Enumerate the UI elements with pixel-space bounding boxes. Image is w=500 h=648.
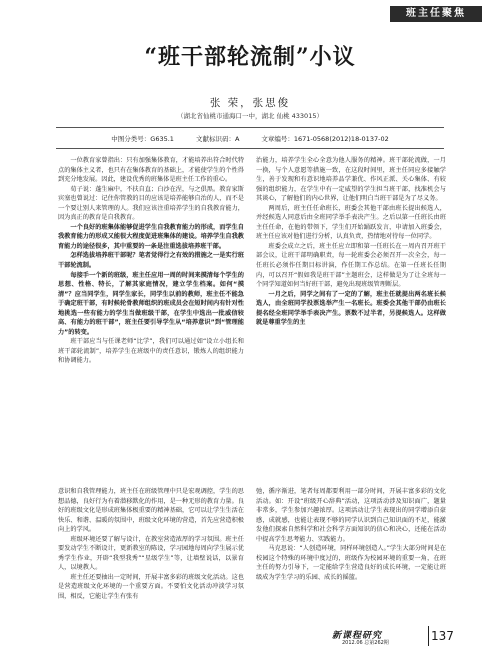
page-footer [318,628,454,646]
paragraph: 一位教育家曾指出：只有加强集体教育，才能培养出符合时代特点的集体主义者，也只有在集体教育的基础上，才能使学生的个性得到充分地发展。因此，建设优秀的班集体是班主任工作的重心。 [58,157,244,184]
document-code: 文献标识码：A [195,135,240,143]
page-number: 137 [431,629,454,643]
affiliation: （湖北省仙桃市通海口一中，湖北 仙桃 433015） [177,112,323,120]
article-title: “班干部轮流制”小议 [144,44,356,70]
paragraph: 两周后，班主任任命班长，班委会其他干部由班长提出候选人，并经候选人同意后由全班同学举手表决产生。之后以第一任班长由班主任任命，在他的带领下，学生们开始踊跃发言，申请加入班委会，班主任应该对他们进行分析，认真负责，热情地对待每一位同学。 [256,204,446,241]
body-column-right-bottom [256,487,446,615]
paragraph: 班委会成立之后，班主任应立即和第一任班长在一周内召开班干部会议，让班干部明确职责，每一轮班委会必须召开一次全会，每一任班长必须作任期目标讲演，作任期工作总结。在第一任班长任期内，可以召开“假如我是班干部”主题班会，这样做是为了让全班每一个同学知道如何当好班干部，避免出现班级管理断层。 [256,242,446,289]
paragraph: 治能力，培养学生全心全意为他人服务的精神。班干部轮流做，一月一换，与个人意愿等措施一致，在这段时间里，班主任同应多接触学生，善于发现和有意识地培养品学兼优、作风正派、关心集体、有较强的组织能力，在学生中有一定威望的学生担当班干部，找准机会与其谈心，了解他们的内心世界，让他们明白当班干部是为了尽义务。 [256,157,446,203]
paragraph: 每接手一个新的班级，班主任应用一周的时间来摸清每个学生的思想、性格、特长，了解其家庭情况，建立学生档案。如何“摸清”？应当同学生，同学生家长，同学生以前的教师，班主任不能急于确定班干部，有时候轮骨教师组织的班成员会在短时间内有针对性地挑选一些有能力的学生当做班级干部，在学生中选出一批威信较高、有能力的班干部”，班主任要引导学生从“培养意识”到“管理能力”的转变。 [58,271,244,336]
meta-bottom-rule [56,148,444,149]
journal-name: 新课程研究 [332,631,383,641]
paragraph: 马克思说：“人创造环境，同样环境创造人。”学生大部分时间是在校园这个特殊的环境中度过的，班级作为校园环境的重要一角，在班主任的努力引导下，一定能给学生营造良好的成长环境，一定能让班级成为学生学习的乐园、成长的摇篮。 [256,545,446,581]
article-number: 文章编号：1671-0568(2012)18-0137-02 [261,135,389,143]
issue-info: 2012.06 总第262期 [342,640,389,646]
paragraph: 怎样选拔培养班干部呢？笔者觉得行之有效的措施之一是实行班干部轮流制。 [58,252,244,270]
page-number-divider [428,626,429,646]
paragraph: 一个良好的班集体能够促进学生自我教育能力的形成，而学生自我教育能力的形成又能很大程度促进班集体的建设。培养学生自我教育能力的途径很多，其中重要的一条是注重选拔培养班干部。 [58,223,244,250]
clc-number: 中图分类号：G635.1 [111,135,174,143]
paragraph: 意识和自我管理能力，班主任在班级管理中只是宏观调控，学生的思想品德，良好行为有着潜移默化的作用，是一种无形的教育力量。良好的班级文化是形成班集体极重要的精神基础，它可以让学生生活在快乐、和谐、温暖的氛围中，班级文化环境的营造，首先应营造积极向上的学风。 [58,488,244,534]
paragraph: 一月之后，同学之间有了一定的了解，班主任就提出两名班长候选人，由全班同学投票选举产生一名班长。班委会其他干部仍由班长提名经全班同学举手表决产生。票数不过半者，另提候选人。这样做就是尊重学生的主 [256,290,446,327]
paragraph: 弛，循序渐进，笔者每周都要利用一部分时间，开展丰富多彩的文化活动。如：开设“班级开心辞典”活动，这项活动涉及知识面广，题量非常多，学生参加兴趣浓厚。这项活动让学生表现出的同学增添自豪感，成就感，也能让表现不够的同学认识到自己知识面的不足，能激发他们探索自然科学和社会科学方面知识的信心和决心，还能在活动中提高学生思考能力、实践能力。 [256,488,446,543]
column-tag: 班主任聚焦 [390,6,482,22]
body-column-left-top [58,156,244,484]
authors: 张 荣，张思俊 [209,97,291,109]
paragraph: 班主任还要抽出一定时间，开展丰富多彩的班级文化活动。这也是营造班级文化环境的一个重要方面。不要怕文化活动冲淡学习氛围，相反，它能让学生有张有 [58,573,244,601]
article-meta [0,134,500,143]
meta-top-rule [56,127,444,128]
body-column-left-bottom [58,487,244,611]
body-column-right-top [256,156,446,484]
paragraph: 荀子说：蓬生麻中，不扶自直；白沙在涅，与之俱黑。教育家斯宾塞也曾说过：记住你管教的目的应该是培养能够自治的人，而不是一个要让别人来管理的人。我们应该注重培养学生的自我教育能力，因为真正的教育是自我教育。 [58,185,244,222]
paragraph: 班干部应当与任课老师“比学”，我们可以通过如“设立小组长和班干部轮流制”，培养学生在班级中的责任意识，锻炼人的组织能力和协调能力。 [58,338,244,365]
paragraph: 班级环境还要了解与设计，在教室营造浓厚的学习氛围。班主任要发动学生不断设计，更新教室的陈设，学习园地每周向学生展示优秀学生作业，开辟“我型我秀”“星级学生”等，让墙壁说话，以景育人，以境教人。 [58,535,244,572]
